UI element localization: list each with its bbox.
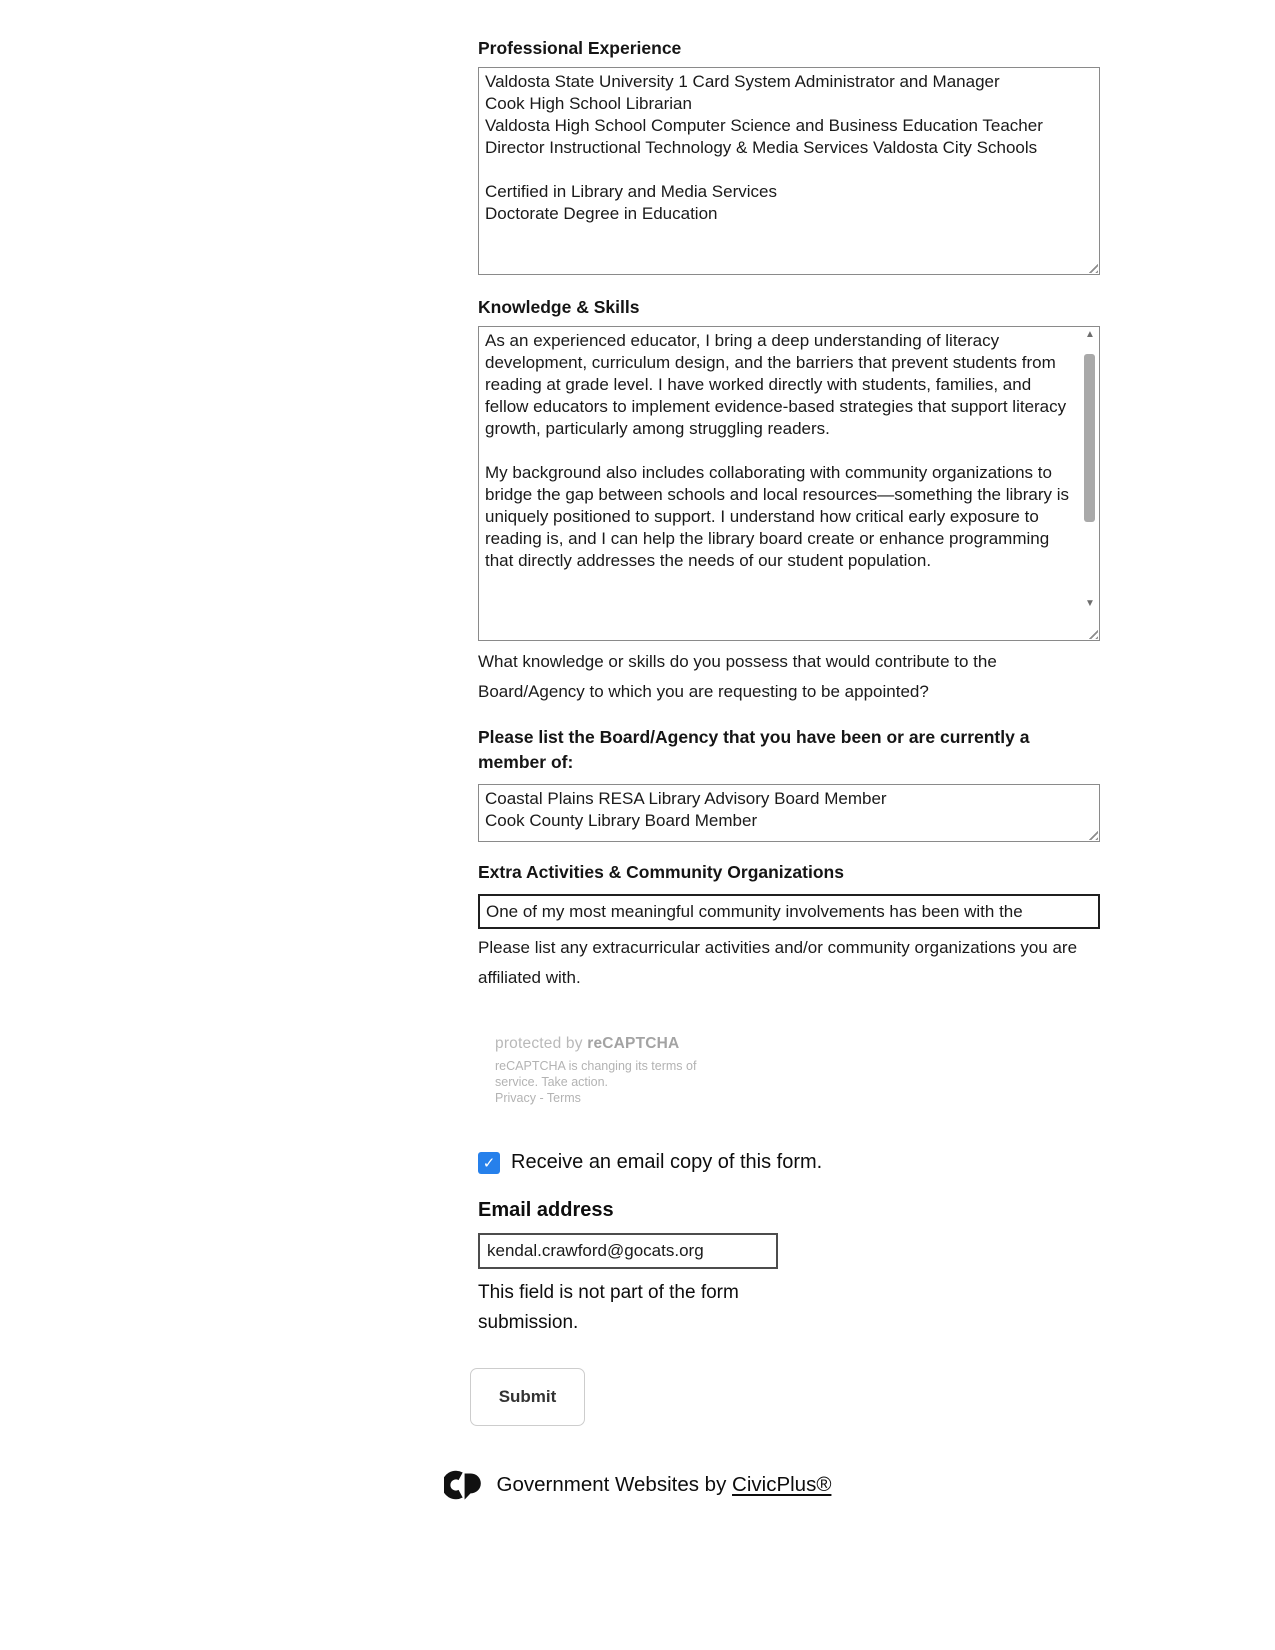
- board-membership-label: Please list the Board/Agency that you have been or are currently a member of:: [478, 727, 1030, 772]
- extra-activities-label: Extra Activities & Community Organizations: [478, 862, 844, 882]
- email-copy-row: [478, 1151, 1100, 1174]
- scrollbar-thumb[interactable]: [1084, 354, 1095, 522]
- recaptcha-privacy-link[interactable]: Privacy: [495, 1091, 536, 1105]
- board-membership-textarea[interactable]: [478, 784, 1100, 842]
- submit-button[interactable]: Submit: [470, 1368, 585, 1426]
- email-address-input[interactable]: [478, 1233, 778, 1269]
- email-note-text: This field is not part of the form submission.: [478, 1282, 739, 1333]
- professional-experience-label: Professional Experience: [478, 38, 682, 58]
- form-column: [478, 0, 1100, 1426]
- knowledge-skills-helper-text: What knowledge or skills do you possess that would contribute to the Board/Agency to which you are requesting to be appointed?: [478, 652, 997, 701]
- checkmark-icon: ✓: [482, 1154, 496, 1172]
- recaptcha-brand: reCAPTCHA: [587, 1035, 680, 1052]
- email-copy-checkbox[interactable]: [478, 1152, 500, 1174]
- professional-experience-field: [478, 67, 1100, 275]
- board-membership-field: [478, 784, 1100, 842]
- civicplus-logo-icon: [444, 1466, 482, 1504]
- scroll-down-icon[interactable]: ▼: [1085, 598, 1095, 609]
- extra-activities-input[interactable]: [478, 894, 1100, 929]
- knowledge-skills-field: [478, 326, 1100, 641]
- recaptcha-links: Privacy - Terms: [495, 1091, 581, 1105]
- recaptcha-protected-text: protected by reCAPTCHA: [495, 1035, 680, 1052]
- extra-activities-helper-text: Please list any extracurricular activities and/or community organizations you are affiliated with.: [478, 938, 1078, 987]
- knowledge-skills-label: Knowledge & Skills: [478, 297, 640, 317]
- knowledge-skills-textarea[interactable]: [478, 326, 1100, 641]
- recaptcha-notice-text: reCAPTCHA is changing its terms of service. Take action.: [495, 1059, 697, 1089]
- scroll-up-icon[interactable]: ▲: [1085, 329, 1095, 340]
- civicplus-link[interactable]: CivicPlus®: [732, 1473, 832, 1496]
- footer: [0, 1466, 1275, 1504]
- professional-experience-textarea[interactable]: [478, 67, 1100, 275]
- email-copy-label[interactable]: Receive an email copy of this form.: [511, 1151, 823, 1173]
- email-address-label: Email address: [478, 1199, 614, 1221]
- textarea-scrollbar[interactable]: [1082, 328, 1098, 611]
- footer-text: Government Websites by CivicPlus®: [496, 1473, 832, 1496]
- recaptcha-badge: [495, 1035, 725, 1105]
- recaptcha-terms-link[interactable]: Terms: [546, 1091, 581, 1105]
